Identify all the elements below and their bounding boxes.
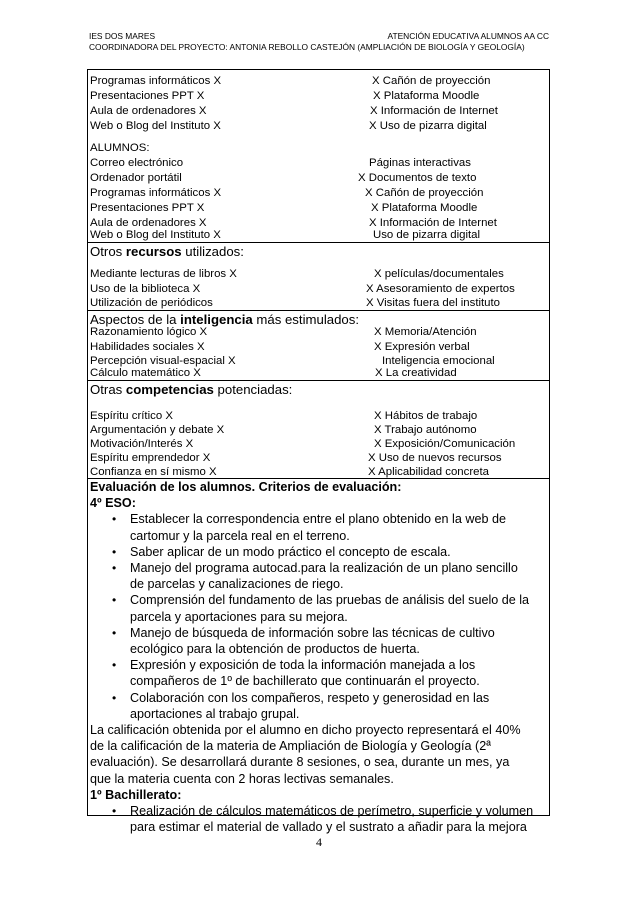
resource-left: Aula de ordenadores X bbox=[90, 105, 207, 117]
header-coordinator: COORDINADORA DEL PROYECTO: ANTONIA REBOLLO CASTEJÓN (AMPLIACIÓN DE BIOLOGÍA Y GEOLOGÍA) bbox=[89, 42, 525, 52]
resource-right: X Asesoramiento de expertos bbox=[366, 283, 515, 295]
competence-left: Espíritu emprendedor X bbox=[90, 452, 211, 464]
resource-left: Presentaciones PPT X bbox=[90, 202, 205, 214]
list-item: • Comprensión del fundamento de las pruebas de análisis del suelo de la parcela y aportaciones para su mejora. bbox=[112, 593, 530, 624]
bullet-icon: • bbox=[112, 561, 117, 576]
resource-right: X Cañón de proyección bbox=[365, 187, 484, 199]
competence-left: Argumentación y debate X bbox=[90, 424, 225, 436]
bullet-icon: • bbox=[112, 690, 117, 705]
bullet-icon: • bbox=[112, 544, 117, 559]
resource-left: Aula de ordenadores X bbox=[90, 217, 207, 229]
resource-right: X Información de Internet bbox=[369, 217, 497, 229]
header-program: ATENCIÓN EDUCATIVA ALUMNOS AA CC bbox=[387, 31, 549, 41]
grading-paragraph: La calificación obtenida por el alumno en dicho proyecto representará el 40% de la calificación de la materia de Ampliación de Biología y Geología (2ª evaluación). Se desarrollará durante 8 sesiones, o sea, durante un mes, ya que la materia cuenta con 2 horas lectivas semanales. bbox=[90, 723, 521, 786]
competence-right: X Uso de nuevos recursos bbox=[368, 452, 502, 464]
resource-right: X Información de Internet bbox=[370, 105, 498, 117]
skill-right: X La creatividad bbox=[375, 367, 457, 379]
resource-left: Programas informáticos X bbox=[90, 75, 222, 87]
list-item: • Manejo del programa autocad.para la realización de un plano sencillo de parcelas y canalizaciones de riego. bbox=[112, 561, 518, 592]
competence-left: Confianza en sí mismo X bbox=[90, 466, 217, 478]
resource-left: Programas informáticos X bbox=[90, 187, 222, 199]
competence-right: X Aplicabilidad concreta bbox=[368, 466, 489, 478]
eso-heading: 4º ESO: bbox=[90, 496, 136, 511]
resource-right: X películas/documentales bbox=[374, 268, 504, 280]
eso-criteria-list bbox=[90, 511, 546, 722]
evaluation-title: Evaluación de los alumnos. Criterios de evaluación: bbox=[90, 480, 402, 494]
skill-left: Habilidades sociales X bbox=[90, 341, 205, 353]
resource-right: X Documentos de texto bbox=[358, 172, 477, 184]
page-header bbox=[89, 31, 549, 53]
competence-left: Motivación/Interés X bbox=[90, 438, 194, 450]
otros-recursos-title: Otros recursos utilizados: bbox=[90, 244, 244, 259]
bullet-icon: • bbox=[112, 593, 117, 608]
resource-left: Web o Blog del Instituto X bbox=[90, 229, 221, 241]
resource-left: Web o Blog del Instituto X bbox=[90, 120, 221, 132]
competence-right: X Trabajo autónomo bbox=[374, 424, 477, 436]
bullet-icon: • bbox=[112, 512, 117, 527]
skill-right: X Expresión verbal bbox=[374, 341, 470, 353]
skill-right: X Memoria/Atención bbox=[374, 326, 477, 338]
list-item: • Realización de cálculos matemáticos de perímetro, superficie y volumen para estimar el material de vallado y el sustrato a añadir para la mejora bbox=[112, 804, 534, 835]
resource-right: Páginas interactivas bbox=[369, 157, 471, 169]
alumnos-heading: ALUMNOS: bbox=[90, 142, 150, 154]
skill-left: Percepción visual-espacial X bbox=[90, 355, 236, 367]
resource-right: X Plataforma Moodle bbox=[373, 90, 480, 102]
resource-right: X Plataforma Moodle bbox=[371, 202, 478, 214]
resource-right: X Uso de pizarra digital bbox=[369, 120, 487, 132]
resource-right: X Visitas fuera del instituto bbox=[366, 297, 501, 309]
competence-right: X Hábitos de trabajo bbox=[374, 410, 478, 422]
resource-left: Presentaciones PPT X bbox=[90, 90, 205, 102]
bachillerato-criteria-list bbox=[90, 803, 546, 835]
evaluation-section bbox=[90, 479, 546, 835]
resource-left: Ordenador portátil bbox=[90, 172, 182, 184]
resource-left: Utilización de periódicos bbox=[90, 297, 213, 309]
skill-left: Razonamiento lógico X bbox=[90, 326, 208, 338]
resource-left: Correo electrónico bbox=[90, 157, 184, 169]
competencias-title: Otras competencias potenciadas: bbox=[90, 382, 293, 397]
resource-right: X Cañón de proyección bbox=[372, 75, 491, 87]
list-item: • Colaboración con los compañeros, respeto y generosidad en las aportaciones al trabajo grupal. bbox=[112, 690, 490, 721]
inteligencia-title: Aspectos de la inteligencia más estimulados: bbox=[90, 312, 360, 327]
header-school: IES DOS MARES bbox=[89, 31, 156, 41]
page-number: 4 bbox=[316, 835, 322, 849]
resource-left: Uso de la biblioteca X bbox=[90, 283, 201, 295]
resource-right: Uso de pizarra digital bbox=[373, 229, 480, 241]
skill-right: Inteligencia emocional bbox=[382, 355, 495, 367]
skill-left: Cálculo matemático X bbox=[90, 367, 201, 379]
list-item: • Manejo de búsqueda de información sobre las técnicas de cultivo ecológico para la obtención de productos de huerta. bbox=[112, 625, 495, 657]
bullet-icon: • bbox=[112, 658, 117, 673]
list-item: • Expresión y exposición de toda la información manejada a los compañeros de 1º de bachillerato que continuarán el proyecto. bbox=[112, 658, 480, 689]
list-item: • Saber aplicar de un modo práctico el concepto de escala. bbox=[112, 544, 451, 559]
list-item: • Establecer la correspondencia entre el plano obtenido en la web de cartomur y la parcela real en el terreno. bbox=[112, 512, 506, 543]
competence-left: Espíritu crítico X bbox=[90, 410, 173, 422]
competence-right: X Exposición/Comunicación bbox=[374, 438, 516, 450]
bachillerato-heading: 1º Bachillerato: bbox=[90, 787, 182, 802]
bullet-icon: • bbox=[112, 625, 117, 640]
resource-left: Mediante lecturas de libros X bbox=[90, 268, 237, 280]
bullet-icon: • bbox=[112, 804, 117, 819]
